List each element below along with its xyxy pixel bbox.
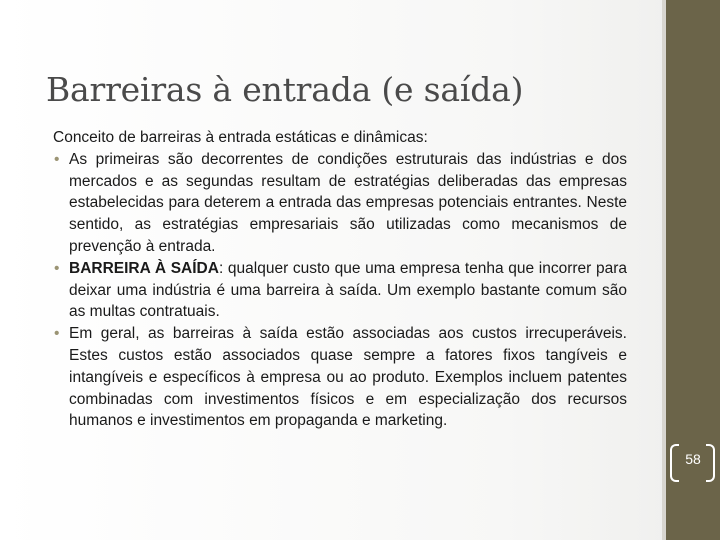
page-number-badge: [664, 440, 720, 482]
right-bracket-icon: [706, 444, 715, 482]
bullet-text: : qualquer custo que uma empresa tenha que incorrer para deixar uma indústria é uma barreira à saída. Um exemplo bastante comum são as multas contratuais.: [69, 259, 628, 321]
bullet-item: [53, 323, 627, 432]
content-heading: Conceito de barreiras à entrada estáticas e dinâmicas:: [53, 129, 428, 146]
bullet-item: [53, 258, 627, 323]
bullet-item: [53, 149, 627, 258]
bullet-icon: •: [54, 150, 60, 168]
bullet-icon: •: [54, 259, 60, 277]
bullet-bold-term: BARREIRA À SAÍDA: [69, 259, 219, 277]
bullet-icon: •: [54, 325, 60, 343]
page-number: 58: [685, 451, 701, 467]
slide-title: Barreiras à entrada (e saída): [46, 70, 524, 110]
bullet-text: Em geral, as barreiras à saída estão associadas aos custos irrecuperáveis. Estes custos estão associados quase sempre a fatores fixos tangíveis e intangíveis e específicos à empresa ou ao produto. Exemplos incluem patentes combinadas com investimentos físicos e em especialização dos recursos humanos e investimentos em propaganda e marketing.: [69, 325, 627, 430]
slide-content: [53, 127, 627, 432]
bullet-text: As primeiras são decorrentes de condições estruturais das indústrias e dos mercados e as segundas resultam de estratégias deliberadas das empresas estabelecidas para deterem a entrada das empresas potenciais entrantes. Neste sentido, as estratégias empresariais são utilizadas como mecanismos de prevenção à entrada.: [69, 150, 627, 255]
bullet-list: [53, 149, 627, 432]
